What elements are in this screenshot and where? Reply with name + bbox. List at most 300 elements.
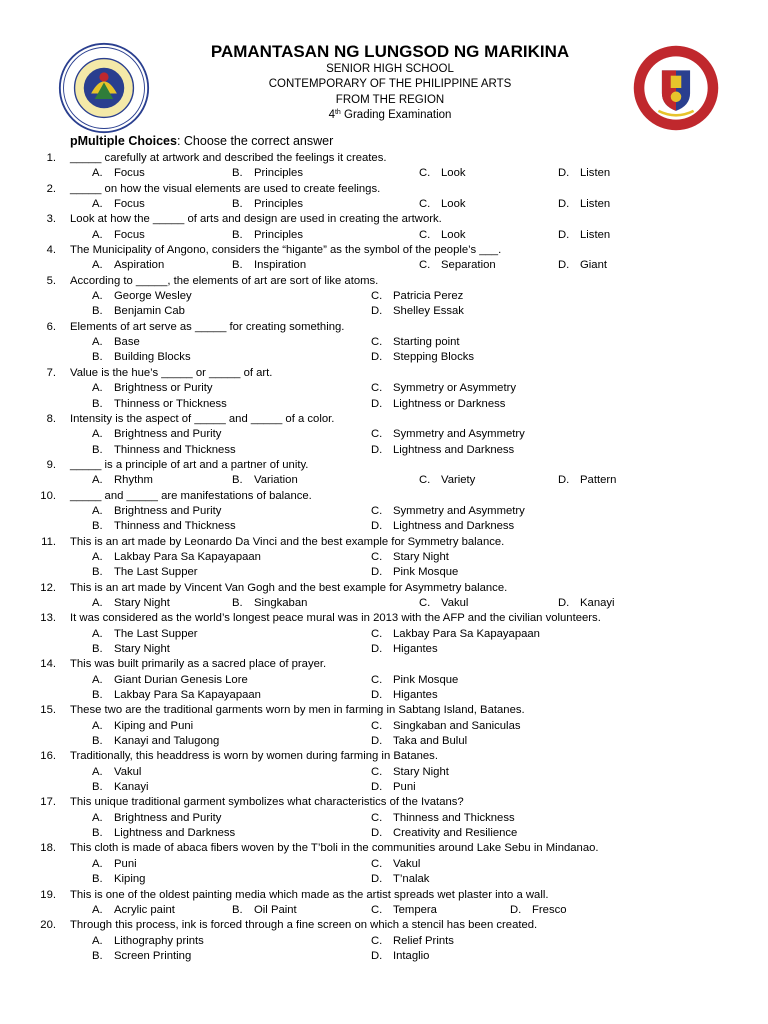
option-text: Pattern <box>580 474 617 487</box>
option-text: Acrylic paint <box>114 903 175 916</box>
option-text: Shelley Essak <box>393 305 464 318</box>
answer-option <box>419 228 466 243</box>
option-text: Brightness or Purity <box>114 382 213 395</box>
question-item <box>0 888 768 903</box>
exam-title <box>150 108 630 123</box>
option-letter: C. <box>371 719 383 732</box>
answer-option <box>371 427 525 442</box>
option-letter: A. <box>92 627 103 640</box>
answer-option <box>92 228 145 243</box>
option-text: Listen <box>580 167 611 180</box>
question-stem: _____ on how the visual elements are used to create feelings. <box>70 182 381 195</box>
option-text: Symmetry or Asymmetry <box>393 382 517 395</box>
option-letter: D. <box>510 903 522 916</box>
instructions <box>70 134 333 148</box>
option-letter: D. <box>371 643 383 655</box>
answer-option <box>92 780 149 795</box>
option-text: Inspiration <box>254 259 307 272</box>
option-letter: D. <box>558 167 570 180</box>
option-text: Aspiration <box>114 259 165 272</box>
option-text: Symmetry and Asymmetry <box>393 504 525 517</box>
question-item <box>0 366 768 381</box>
option-letter: A. <box>92 550 103 563</box>
answer-option <box>558 258 607 273</box>
question-list <box>0 151 768 964</box>
option-letter: C. <box>371 336 383 349</box>
option-letter: D. <box>371 397 383 410</box>
option-row <box>0 872 768 887</box>
option-text: Variety <box>441 474 476 487</box>
option-text: Focus <box>114 198 145 211</box>
option-text: Brightness and Purity <box>114 428 222 441</box>
option-letter: C. <box>371 765 383 778</box>
question-number: 17. <box>40 796 56 809</box>
question-item <box>0 412 768 427</box>
answer-option <box>419 473 475 488</box>
option-letter: B. <box>92 443 103 456</box>
answer-option <box>92 934 204 949</box>
answer-option <box>371 673 458 688</box>
option-row <box>0 504 768 519</box>
option-row <box>0 335 768 350</box>
answer-option <box>232 197 303 212</box>
answer-option <box>371 719 521 734</box>
answer-option <box>558 166 610 181</box>
option-letter: C. <box>419 259 431 272</box>
option-text: George Wesley <box>114 290 192 303</box>
option-text: Thinness and Thickness <box>393 811 515 824</box>
option-row <box>0 765 768 780</box>
question-number: 20. <box>40 919 56 932</box>
answer-option <box>92 903 175 918</box>
option-row <box>0 642 768 657</box>
option-text: Vakul <box>441 596 469 609</box>
question-number: 2. <box>46 182 56 195</box>
option-letter: D. <box>558 198 570 211</box>
option-text: Kanayi <box>580 596 615 609</box>
option-letter: A. <box>92 857 103 870</box>
answer-option <box>92 197 145 212</box>
question-stem: This was built primarily as a sacred place of prayer. <box>70 658 327 671</box>
answer-option <box>371 550 449 565</box>
answer-option <box>419 596 468 611</box>
option-letter: B. <box>232 228 243 241</box>
option-row <box>0 258 768 273</box>
option-text: Thinness or Thickness <box>114 397 227 410</box>
option-letter: B. <box>92 689 103 702</box>
option-text: Principles <box>254 167 303 180</box>
answer-option <box>419 258 496 273</box>
answer-option <box>371 504 525 519</box>
option-row <box>0 397 768 412</box>
instructions-text: : Choose the correct answer <box>176 134 334 148</box>
option-letter: C. <box>371 290 383 303</box>
option-row <box>0 519 768 534</box>
option-row <box>0 350 768 365</box>
option-text: Lightness and Darkness <box>393 520 515 533</box>
answer-option <box>419 197 466 212</box>
option-letter: D. <box>371 443 383 456</box>
option-row <box>0 627 768 642</box>
option-letter: A. <box>92 719 103 732</box>
option-letter: D. <box>371 781 383 794</box>
question-number: 15. <box>40 704 56 717</box>
answer-option <box>558 197 610 212</box>
option-text: Creativity and Resilience <box>393 827 518 840</box>
answer-option <box>371 780 416 795</box>
answer-option <box>92 642 170 657</box>
option-text: Benjamin Cab <box>114 305 185 318</box>
option-text: Stepping Blocks <box>393 351 475 364</box>
question-number: 19. <box>40 888 56 901</box>
option-letter: B. <box>232 474 243 487</box>
answer-option <box>371 857 420 872</box>
option-letter: C. <box>419 198 431 211</box>
answer-option <box>92 427 221 442</box>
option-text: Lakbay Para Sa Kapayapaan <box>114 550 261 563</box>
option-letter: B. <box>232 198 243 211</box>
question-stem: Traditionally, this headdress is worn by women during farming in Batanes. <box>70 750 438 763</box>
answer-option <box>92 350 191 365</box>
option-letter: A. <box>92 382 103 395</box>
option-row <box>0 734 768 749</box>
answer-option <box>92 258 164 273</box>
option-text: Taka and Bulul <box>393 735 468 748</box>
question-item <box>0 581 768 596</box>
option-letter: C. <box>371 934 383 947</box>
question-item <box>0 535 768 550</box>
option-letter: B. <box>92 305 103 318</box>
question-item <box>0 182 768 197</box>
option-row <box>0 826 768 841</box>
option-letter: A. <box>92 290 103 303</box>
question-number: 7. <box>46 366 56 379</box>
question-stem: This is one of the oldest painting media which made as the artist spreads wet plaster into a wall. <box>70 888 549 901</box>
option-letter: C. <box>371 627 383 640</box>
option-text: Stary Night <box>114 643 170 655</box>
option-letter: B. <box>232 596 243 609</box>
question-stem: The Municipality of Angono, considers the “higante” as the symbol of the people’s ___. <box>70 244 502 257</box>
option-text: The Last Supper <box>114 566 198 579</box>
option-letter: A. <box>92 336 103 349</box>
answer-option <box>232 228 303 243</box>
option-letter: B. <box>92 351 103 364</box>
option-text: Focus <box>114 228 145 241</box>
question-item <box>0 918 768 933</box>
option-letter: D. <box>371 873 383 886</box>
option-letter: D. <box>558 596 570 609</box>
question-number: 9. <box>46 458 56 471</box>
option-text: Thinness and Thickness <box>114 443 236 456</box>
answer-option <box>371 734 467 749</box>
answer-option <box>371 872 429 887</box>
option-letter: B. <box>92 643 103 655</box>
option-text: Tempera <box>393 903 437 916</box>
header-line-2: CONTEMPORARY OF THE PHILIPPINE ARTS <box>268 78 512 91</box>
option-row <box>0 565 768 580</box>
answer-option <box>371 335 460 350</box>
answer-option <box>92 397 227 412</box>
option-text: Focus <box>114 167 145 180</box>
option-text: Starting point <box>393 336 460 349</box>
option-row <box>0 381 768 396</box>
option-letter: B. <box>232 167 243 180</box>
option-letter: B. <box>92 735 103 748</box>
question-stem: Through this process, ink is forced through a fine screen on which a stencil has been created. <box>70 919 538 932</box>
answer-option <box>371 765 449 780</box>
answer-option <box>92 504 221 519</box>
option-text: Building Blocks <box>114 351 191 364</box>
option-letter: B. <box>92 873 103 886</box>
answer-option <box>92 872 145 887</box>
option-row <box>0 473 768 488</box>
question-item <box>0 795 768 810</box>
option-letter: A. <box>92 673 103 686</box>
question-item <box>0 458 768 473</box>
option-letter: A. <box>92 934 103 947</box>
question-number: 12. <box>40 581 56 594</box>
answer-option <box>371 811 515 826</box>
answer-option <box>92 443 236 458</box>
option-text: T’nalak <box>393 873 430 886</box>
question-stem: Elements of art serve as _____ for creating something. <box>70 320 345 333</box>
option-text: Brightness and Purity <box>114 811 222 824</box>
option-letter: D. <box>371 735 383 748</box>
option-letter: B. <box>92 397 103 410</box>
option-text: Look <box>441 228 466 241</box>
answer-option <box>371 565 458 580</box>
option-letter: B. <box>92 566 103 579</box>
option-row <box>0 719 768 734</box>
option-letter: D. <box>371 351 383 364</box>
question-stem: This is an art made by Vincent Van Gogh and the best example for Asymmetry balance. <box>70 581 508 594</box>
option-letter: D. <box>371 566 383 579</box>
question-number: 10. <box>40 489 56 502</box>
option-letter: B. <box>92 520 103 533</box>
question-item <box>0 841 768 856</box>
option-letter: C. <box>371 550 383 563</box>
option-letter: A. <box>92 259 103 272</box>
option-text: Singkaban <box>254 596 308 609</box>
option-text: Screen Printing <box>114 949 192 962</box>
question-item <box>0 611 768 626</box>
question-number: 11. <box>41 535 56 548</box>
question-stem: According to _____, the elements of art are sort of like atoms. <box>70 274 379 287</box>
option-text: Principles <box>254 198 303 211</box>
answer-option <box>558 473 616 488</box>
option-text: Stary Night <box>393 550 449 563</box>
question-item <box>0 320 768 335</box>
answer-option <box>371 289 463 304</box>
answer-option <box>558 228 610 243</box>
question-number: 13. <box>40 612 56 625</box>
option-letter: C. <box>419 596 431 609</box>
option-text: Symmetry and Asymmetry <box>393 428 525 441</box>
answer-option <box>371 381 516 396</box>
option-text: Relief Prints <box>393 934 454 947</box>
header-line-3: FROM THE REGION <box>335 93 445 106</box>
option-row <box>0 304 768 319</box>
option-row <box>0 427 768 442</box>
option-text: Lightness and Darkness <box>393 443 515 456</box>
grade-text: Grading Examination <box>340 108 452 121</box>
option-letter: C. <box>419 474 431 487</box>
option-text: Principles <box>254 228 303 241</box>
answer-option <box>371 688 438 703</box>
question-number: 8. <box>46 412 56 425</box>
answer-option <box>92 949 191 964</box>
option-letter: C. <box>371 673 383 686</box>
option-row <box>0 949 768 964</box>
option-text: Higantes <box>393 643 438 655</box>
answer-option <box>92 673 248 688</box>
option-letter: C. <box>419 228 431 241</box>
answer-option <box>371 397 505 412</box>
header-line-1: SENIOR HIGH SCHOOL <box>326 63 454 75</box>
option-text: Vakul <box>393 857 421 870</box>
question-item <box>0 657 768 672</box>
option-letter: D. <box>371 520 383 533</box>
option-text: Kiping and Puni <box>114 719 194 732</box>
option-row <box>0 228 768 243</box>
option-letter: D. <box>558 474 570 487</box>
university-seal-logo <box>58 42 150 134</box>
option-letter: A. <box>92 596 103 609</box>
option-row <box>0 688 768 703</box>
answer-option <box>92 304 185 319</box>
option-text: Separation <box>441 259 496 272</box>
option-text: Listen <box>580 228 611 241</box>
option-letter: D. <box>371 949 383 962</box>
option-text: Base <box>114 336 140 349</box>
question-number: 16. <box>40 750 56 763</box>
question-item <box>0 749 768 764</box>
answer-option <box>371 826 517 841</box>
answer-option <box>371 627 540 642</box>
question-stem: This is an art made by Leonardo Da Vinci and the best example for Symmetry balance. <box>70 535 505 548</box>
option-letter: D. <box>558 228 570 241</box>
option-text: Lightness and Darkness <box>114 827 236 840</box>
question-item <box>0 243 768 258</box>
option-text: Lakbay Para Sa Kapayapaan <box>393 627 540 640</box>
option-letter: C. <box>371 382 383 395</box>
option-text: Brightness and Purity <box>114 504 222 517</box>
option-letter: C. <box>371 428 383 441</box>
school-name: PAMANTASAN NG LUNGSOD NG MARIKINA <box>210 42 570 61</box>
question-number: 4. <box>46 244 56 257</box>
option-row <box>0 289 768 304</box>
option-text: Pink Mosque <box>393 673 459 686</box>
option-letter: C. <box>371 504 383 517</box>
option-text: Kanayi <box>114 781 149 794</box>
answer-option <box>92 519 236 534</box>
answer-option <box>232 473 298 488</box>
answer-option <box>371 934 454 949</box>
option-letter: C. <box>371 811 383 824</box>
question-stem: This unique traditional garment symbolizes what characteristics of the Ivatans? <box>70 796 464 809</box>
option-letter: D. <box>371 827 383 840</box>
answer-option <box>232 903 297 918</box>
answer-option <box>92 335 140 350</box>
question-stem: Look at how the _____ of arts and design are used in creating the artwork. <box>70 213 442 226</box>
answer-option <box>232 258 306 273</box>
option-letter: D. <box>371 305 383 318</box>
option-letter: A. <box>92 474 103 487</box>
option-row <box>0 673 768 688</box>
option-text: Lakbay Para Sa Kapayapaan <box>114 689 261 702</box>
option-letter: C. <box>371 857 383 870</box>
answer-option <box>92 765 141 780</box>
option-text: Fresco <box>532 903 567 916</box>
answer-option <box>558 596 615 611</box>
option-text: Stary Night <box>393 765 449 778</box>
option-text: Patricia Perez <box>393 290 464 303</box>
answer-option <box>371 949 429 964</box>
question-number: 5. <box>46 274 56 287</box>
question-item <box>0 703 768 718</box>
answer-option <box>92 289 192 304</box>
option-text: Oil Paint <box>254 903 297 916</box>
document-header <box>150 42 630 123</box>
option-text: Stary Night <box>114 596 170 609</box>
question-number: 14. <box>40 658 56 671</box>
option-text: Pink Mosque <box>393 566 459 579</box>
answer-option <box>419 166 466 181</box>
option-row <box>0 550 768 565</box>
instructions-label: pMultiple Choices <box>70 134 177 148</box>
option-letter: A. <box>92 903 103 916</box>
option-text: Look <box>441 198 466 211</box>
option-letter: A. <box>92 428 103 441</box>
option-letter: A. <box>92 504 103 517</box>
option-row <box>0 780 768 795</box>
option-letter: A. <box>92 228 103 241</box>
question-number: 6. <box>46 320 56 333</box>
city-seal-logo <box>632 44 720 132</box>
question-stem: This cloth is made of abaca fibers woven by the T’boli in the communities around Lake Sebu in Mindanao. <box>70 842 599 855</box>
answer-option <box>232 166 303 181</box>
option-text: Variation <box>254 474 298 487</box>
answer-option <box>92 688 261 703</box>
option-text: Vakul <box>114 765 142 778</box>
answer-option <box>371 443 514 458</box>
question-stem: It was considered as the world’s longest peace mural was in 2013 with the AFP and the civilian volunteers. <box>70 612 601 625</box>
answer-option <box>92 166 145 181</box>
option-text: Lightness or Darkness <box>393 397 506 410</box>
question-stem: _____ is a principle of art and a partner of unity. <box>70 458 309 471</box>
question-number: 18. <box>40 842 56 855</box>
question-item <box>0 151 768 166</box>
option-letter: C. <box>419 167 431 180</box>
option-letter: B. <box>92 949 103 962</box>
question-stem: _____ carefully at artwork and described the feelings it creates. <box>70 152 387 164</box>
question-stem: _____ and _____ are manifestations of balance. <box>70 489 312 502</box>
answer-option <box>371 350 474 365</box>
question-stem: These two are the traditional garments worn by men in farming in Sabtang Island, Batanes. <box>70 704 525 717</box>
option-letter: B. <box>232 259 243 272</box>
option-row <box>0 811 768 826</box>
option-letter: D. <box>371 689 383 702</box>
answer-option <box>371 903 437 918</box>
option-text: Look <box>441 167 466 180</box>
option-text: Singkaban and Saniculas <box>393 719 521 732</box>
option-text: The Last Supper <box>114 627 198 640</box>
answer-option <box>92 826 235 841</box>
option-text: Rhythm <box>114 474 153 487</box>
option-letter: A. <box>92 167 103 180</box>
question-stem: Intensity is the aspect of _____ and _____ of a color. <box>70 412 335 425</box>
option-letter: A. <box>92 198 103 211</box>
